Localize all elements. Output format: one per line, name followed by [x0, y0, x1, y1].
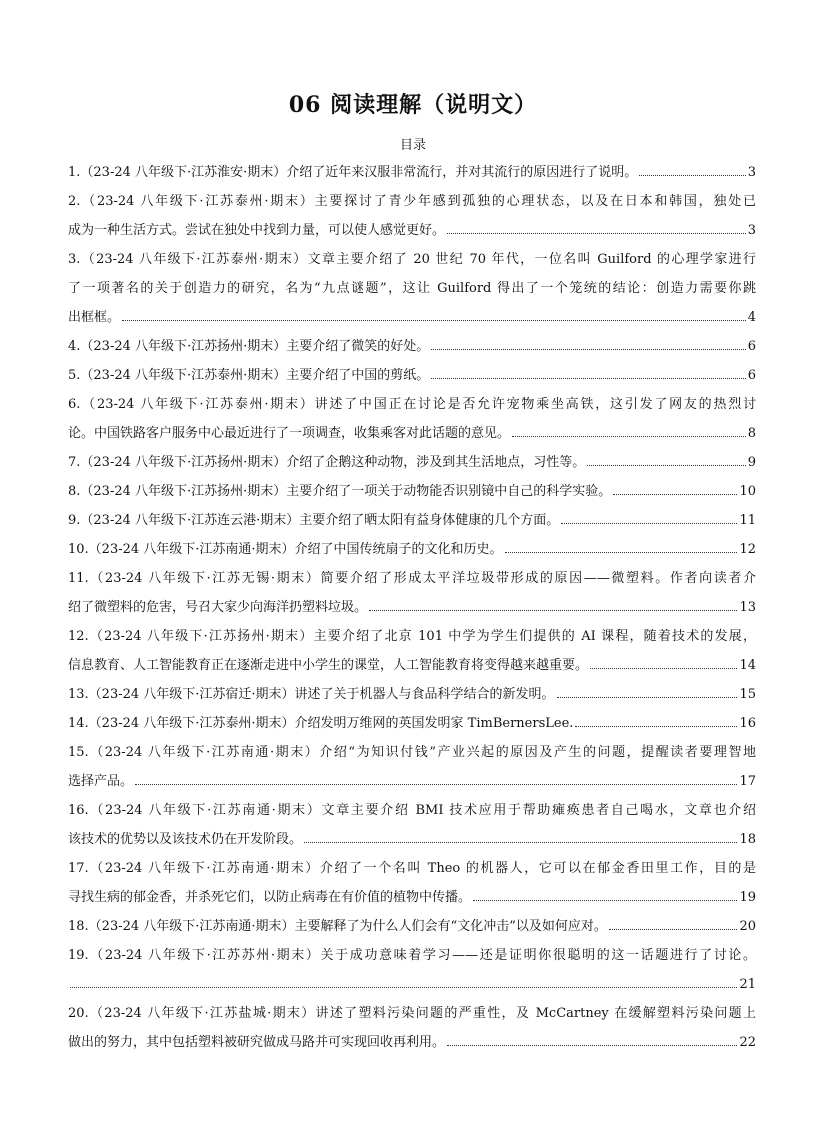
- dot-leader: [473, 900, 737, 901]
- toc-entry-text: 5.（23-24 八年级下·江苏泰州·期末）主要介绍了中国的剪纸。: [68, 368, 430, 383]
- toc-page-number: 13: [739, 600, 756, 615]
- toc-page-number: 17: [739, 774, 756, 789]
- toc-entry[interactable]: [68, 535, 756, 564]
- toc-entry-text: 19.（23-24 八年级下·江苏苏州·期末）关于成功意味着学习——还是证明你很聪明的这一话题进行了讨论。: [68, 948, 756, 963]
- toc-entry-text: 3.（23-24 八年级下·江苏泰州·期末）文章主要介绍了 20 世纪 70 年代，一位名叫 Guilford 的心理学家进行: [68, 252, 756, 267]
- toc-entry-text: 8.（23-24 八年级下·江苏扬州·期末）主要介绍了一项关于动物能否识别镜中自己的科学实验。: [68, 484, 612, 499]
- dot-leader: [369, 610, 737, 611]
- dot-leader: [639, 175, 745, 176]
- toc-page-number: 19: [739, 890, 756, 905]
- toc-page-number: 16: [739, 716, 756, 731]
- toc-entry[interactable]: [68, 448, 756, 477]
- dot-leader: [447, 233, 746, 234]
- toc-page-number: 8: [747, 426, 756, 441]
- toc-page-number: 15: [739, 687, 756, 702]
- toc-page-number: 21: [739, 977, 756, 992]
- dot-leader: [613, 494, 737, 495]
- dot-leader: [512, 436, 746, 437]
- dot-leader: [590, 668, 737, 669]
- toc-entry-text: 18.（23-24 八年级下·江苏南通·期末）主要解释了为什么人们会有“文化冲击”以及如何应对。: [68, 919, 607, 934]
- table-of-contents: [68, 158, 756, 1057]
- toc-entry[interactable]: [68, 854, 756, 912]
- toc-entry[interactable]: [68, 506, 756, 535]
- toc-entry-text: 17.（23-24 八年级下·江苏南通·期末）介绍了一个名叫 Theo 的机器人，它可以在郁金香田里工作，目的是: [68, 861, 756, 876]
- dot-leader: [561, 523, 737, 524]
- toc-entry-text: 绍了微塑料的危害，号召大家少向海洋扔塑料垃圾。: [68, 600, 368, 615]
- toc-entry[interactable]: [68, 680, 756, 709]
- toc-entry-text: 了一项著名的关于创造力的研究，名为“九点谜题”，这让 Guilford 得出了一个笼统的结论：创造力需要你跳: [68, 281, 756, 296]
- dot-leader: [609, 929, 738, 930]
- dot-leader: [431, 378, 745, 379]
- dot-leader: [505, 552, 738, 553]
- toc-entry[interactable]: [68, 796, 756, 854]
- toc-page-number: 3: [747, 165, 756, 180]
- toc-entry[interactable]: [68, 390, 756, 448]
- toc-entry[interactable]: [68, 709, 756, 738]
- toc-page-number: 14: [739, 658, 756, 673]
- dot-leader: [304, 842, 737, 843]
- dot-leader: [557, 697, 738, 698]
- toc-entry-text: 4.（23-24 八年级下·江苏扬州·期末）主要介绍了微笑的好处。: [68, 339, 430, 354]
- dot-leader: [447, 1045, 737, 1046]
- toc-entry[interactable]: [68, 941, 756, 999]
- toc-entry[interactable]: [68, 187, 756, 245]
- dot-leader: [135, 784, 737, 785]
- toc-entry-text: 11.（23-24 八年级下·江苏无锡·期末）简要介绍了形成太平洋垃圾带形成的原因——微塑料。作者向读者介: [68, 571, 756, 586]
- toc-entry-text: 2.（23-24 八年级下·江苏泰州·期末）主要探讨了青少年感到孤独的心理状态，以及在日本和韩国，独处已: [68, 194, 756, 209]
- toc-entry-text: 14.（23-24 八年级下·江苏泰州·期末）介绍发明万维网的英国发明家 TimBernersLee.: [68, 716, 574, 731]
- toc-entry[interactable]: [68, 158, 756, 187]
- toc-entry[interactable]: [68, 477, 756, 506]
- toc-entry-text: 出框框。: [68, 310, 121, 325]
- toc-entry-text: 1.（23-24 八年级下·江苏淮安·期末）介绍了近年来汉服非常流行，并对其流行的原因进行了说明。: [68, 165, 638, 180]
- toc-page-number: 3: [747, 223, 756, 238]
- toc-entry[interactable]: [68, 564, 756, 622]
- toc-entry-text: 做出的努力，其中包括塑料被研究做成马路并可实现回收再利用。: [68, 1035, 446, 1050]
- toc-entry-text: 13.（23-24 八年级下·江苏宿迁·期末）讲述了关于机器人与食品科学结合的新发明。: [68, 687, 555, 702]
- toc-entry-text: 7.（23-24 八年级下·江苏扬州·期末）介绍了企鹅这种动物，涉及到其生活地点，习性等。: [68, 455, 586, 470]
- toc-entry-text: 10.（23-24 八年级下·江苏南通·期末）介绍了中国传统扇子的文化和历史。: [68, 542, 503, 557]
- toc-entry[interactable]: [68, 738, 756, 796]
- toc-page-number: 22: [739, 1035, 756, 1050]
- dot-leader: [431, 349, 745, 350]
- toc-page-number: 6: [747, 368, 756, 383]
- toc-entry-text: 6.（23-24 八年级下·江苏泰州·期末）讲述了中国正在讨论是否允许宠物乘坐高铁，这引发了网友的热烈讨: [68, 397, 756, 412]
- toc-entry[interactable]: [68, 332, 756, 361]
- toc-page-number: 12: [739, 542, 756, 557]
- toc-entry-text: 该技术的优势以及该技术仍在开发阶段。: [68, 832, 303, 847]
- toc-page-number: 9: [747, 455, 756, 470]
- toc-entry[interactable]: [68, 245, 756, 332]
- toc-entry-text: 16.（23-24 八年级下·江苏南通·期末）文章主要介绍 BMI 技术应用于帮助瘫痪患者自己喝水，文章也介绍: [68, 803, 756, 818]
- toc-entry-text: 论。中国铁路客户服务中心最近进行了一项调查，收集乘客对此话题的意见。: [68, 426, 511, 441]
- toc-entry-text: 信息教育、人工智能教育正在逐渐走进中小学生的课堂，人工智能教育将变得越来越重要。: [68, 658, 589, 673]
- dot-leader: [122, 320, 746, 321]
- dot-leader: [575, 726, 737, 727]
- toc-entry-text: 12.（23-24 八年级下·江苏扬州·期末）主要介绍了北京 101 中学为学生们提供的 AI 课程，随着技术的发展，: [68, 629, 756, 644]
- toc-page-number: 20: [739, 919, 756, 934]
- toc-entry-text: 寻找生病的郁金香，并杀死它们，以防止病毒在有价值的植物中传播。: [68, 890, 472, 905]
- dot-leader: [587, 465, 745, 466]
- toc-heading: 目录: [399, 138, 426, 153]
- toc-page-number: 6: [747, 339, 756, 354]
- toc-page-number: 4: [747, 310, 756, 325]
- toc-entry[interactable]: [68, 912, 756, 941]
- toc-entry-text: 选择产品。: [68, 774, 134, 789]
- toc-entry[interactable]: [68, 361, 756, 390]
- document-title: 06 阅读理解（说明文）: [288, 92, 538, 118]
- toc-entry-text: 成为一种生活方式。尝试在独处中找到力量，可以使人感觉更好。: [68, 223, 446, 238]
- toc-entry-text: 20.（23-24 八年级下·江苏盐城·期末）讲述了塑料污染问题的严重性，及 McCartney 在缓解塑料污染问题上: [68, 1006, 756, 1021]
- toc-entry-text: 9.（23-24 八年级下·江苏连云港·期末）主要介绍了晒太阳有益身体健康的几个方面。: [68, 513, 560, 528]
- dot-leader: [70, 987, 737, 988]
- toc-page-number: 18: [739, 832, 756, 847]
- toc-page-number: 10: [739, 484, 756, 499]
- toc-page-number: 11: [739, 513, 756, 528]
- toc-entry[interactable]: [68, 622, 756, 680]
- toc-entry-text: 15.（23-24 八年级下·江苏南通·期末）介绍“为知识付钱”产业兴起的原因及产生的问题，提醒读者要理智地: [68, 745, 756, 760]
- toc-entry[interactable]: [68, 999, 756, 1057]
